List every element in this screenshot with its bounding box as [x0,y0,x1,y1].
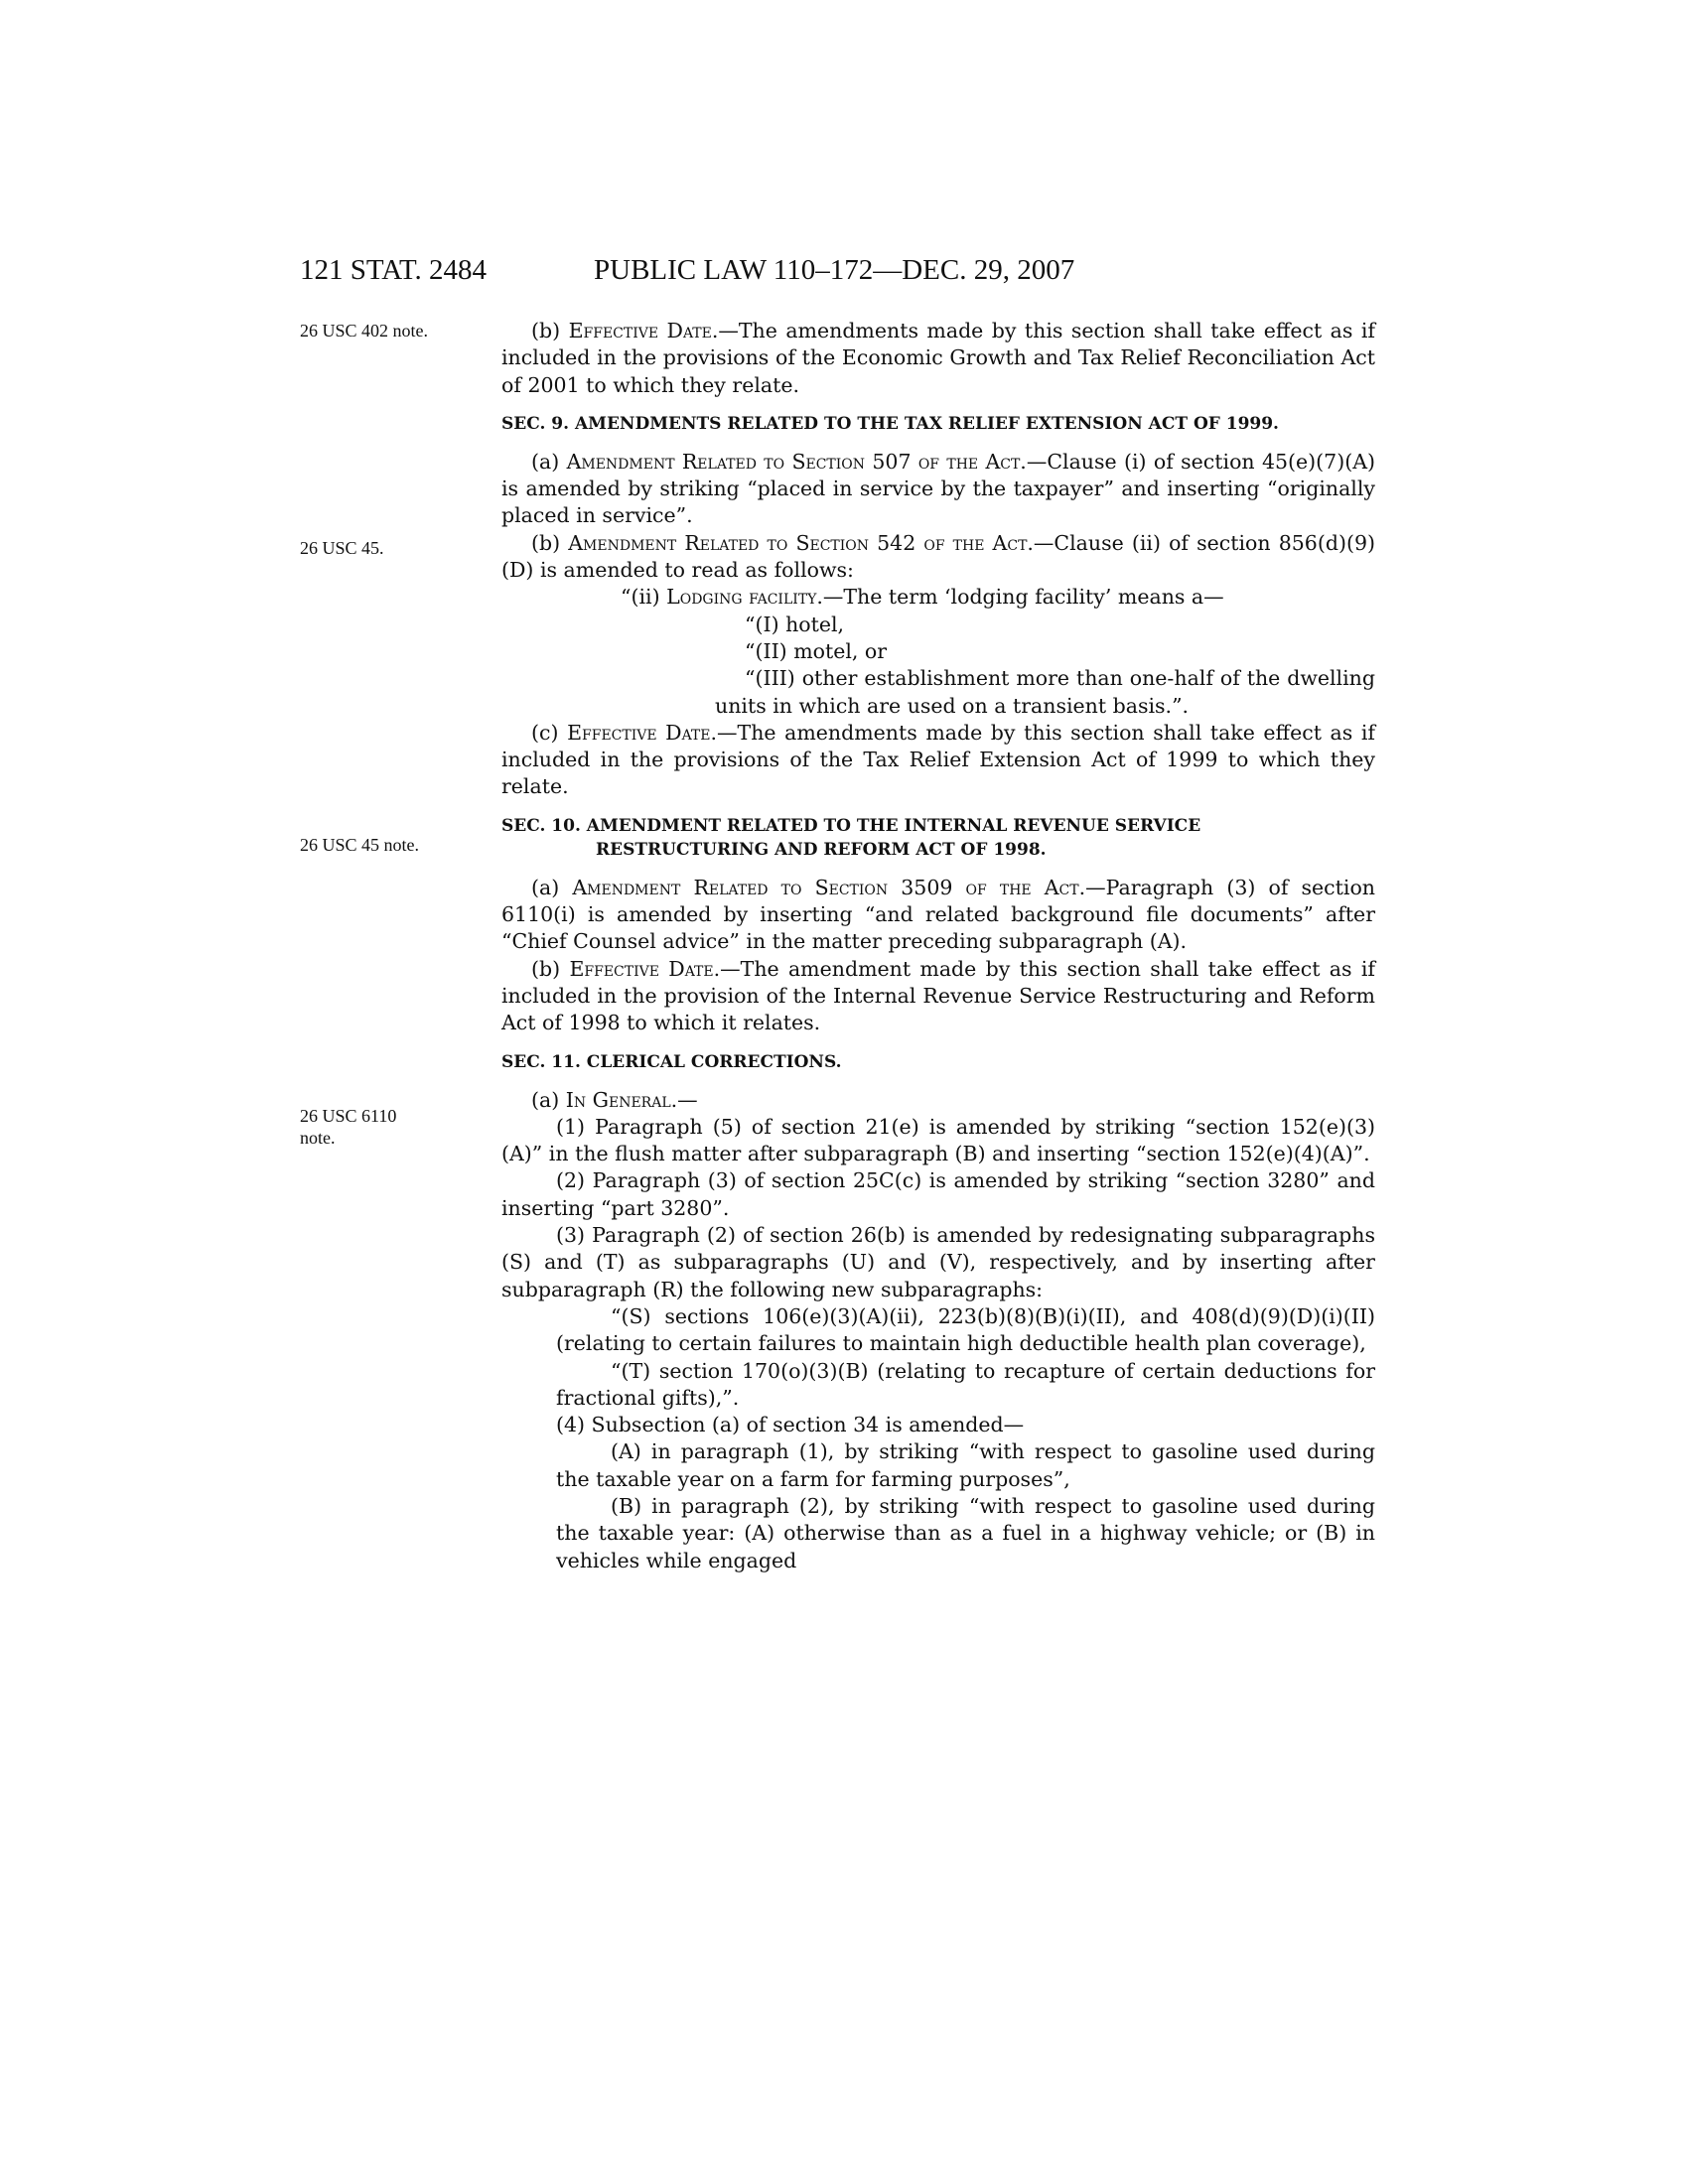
margin-note-6110-line1: 26 USC 6110 [300,1106,397,1126]
document-body [501,318,1375,1574]
paragraph-11-3: (3) Paragraph (2) of section 26(b) is amended by redesignating subparagraphs (S) and (T) as subparagraphs (U) and (V), respectively, and by inserting after subparagraph (R) the following new subparagraphs: [501,1223,1375,1301]
section-11-heading: SEC. 11. CLERICAL CORRECTIONS. [501,1051,842,1072]
item-motel: “(II) motel, or [745,638,888,663]
margin-note-45: 26 USC 45. [300,538,384,558]
subparagraph-T: “(T) section 170(o)(3)(B) (relating to recapture of certain deductions for fractional gifts),”. [556,1358,1375,1410]
item-hotel: “(I) hotel, [745,612,845,636]
section-9-heading: SEC. 9. AMENDMENTS RELATED TO THE TAX RELIEF EXTENSION ACT OF 1999. [501,413,1279,434]
section-9a-paragraph: (a) Amendment Related to Section 507 of the Act.—Clause (i) of section 45(e)(7)(A) is amended by striking “placed in service by the taxpayer” and inserting “originally placed in service”. [501,449,1376,528]
paragraph-11-1: (1) Paragraph (5) of section 21(e) is amended by striking “section 152(e)(3)(A)” in the flush matter after subparagraph (B) and inserting “section 152(e)(4)(A)”. [501,1114,1375,1166]
margin-note-402: 26 USC 402 note. [300,321,429,341]
section-9c-paragraph: (c) Effective Date.—The amendments made by this section shall take effect as if included in the provisions of the Tax Relief Extension Act of 1999 to which they relate. [501,720,1375,799]
effective-date-paragraph: (b) Effective Date.—The amendments made by this section shall take effect as if included in the provisions of the Economic Growth and Tax Relief Reconciliation Act of 2001 to which they relate. [501,319,1375,397]
paragraph-11-2: (2) Paragraph (3) of section 25C(c) is amended by striking “section 3280” and inserting “part 3280”. [501,1168,1375,1220]
margin-note-45-note: 26 USC 45 note. [300,835,420,855]
subparagraph-4A: (A) in paragraph (1), by striking “with respect to gasoline used during the taxable year on a farm for farming purposes”, [556,1439,1375,1491]
subparagraph-S: “(S) sections 106(e)(3)(A)(ii), 223(b)(8)(B)(i)(II), and 408(d)(9)(D)(i)(II) (relating to certain failures to maintain high deductible health plan coverage), [556,1303,1375,1356]
item-other-establishment: “(III) other establishment more than one-half of the dwelling units in which are used on a transient basis.”. [715,666,1375,718]
lodging-facility-clause: “(ii) Lodging facility.—The term ‘lodging facility’ means a— [621,585,1224,610]
margin-note-6110-line2: note. [300,1128,336,1148]
margin-note-6110 [300,1105,449,1149]
section-10a-paragraph: (a) Amendment Related to Section 3509 of the Act.—Paragraph (3) of section 6110(i) is amended by inserting “and related background file documents” after “Chief Counsel advice” in the matter preceding subparagraph (A). [501,875,1376,954]
page-header [300,250,1215,290]
paragraph-11-4: (4) Subsection (a) of section 34 is amended— [556,1413,1025,1437]
stat-reference: 121 STAT. 2484 [300,254,488,286]
section-11a-paragraph: (a) In General.— [531,1087,698,1112]
public-law-title: PUBLIC LAW 110–172—DEC. 29, 2007 [594,254,1075,286]
section-10-heading: SEC. 10. AMENDMENT RELATED TO THE INTERNAL REVENUE SERVICE RESTRUCTURING AND REFORM ACT OF 1998. [501,815,1201,860]
section-9b-paragraph: (b) Amendment Related to Section 542 of the Act.—Clause (ii) of section 856(d)(9)(D) is amended to read as follows: [501,530,1375,583]
subparagraph-4B: (B) in paragraph (2), by striking “with respect to gasoline used during the taxable year: (A) otherwise than as a fuel in a highway vehicle; or (B) in vehicles while engaged [556,1493,1375,1572]
section-10b-paragraph: (b) Effective Date.—The amendment made by this section shall take effect as if included in the provision of the Internal Revenue Service Restructuring and Reform Act of 1998 to which it relates. [501,956,1375,1035]
